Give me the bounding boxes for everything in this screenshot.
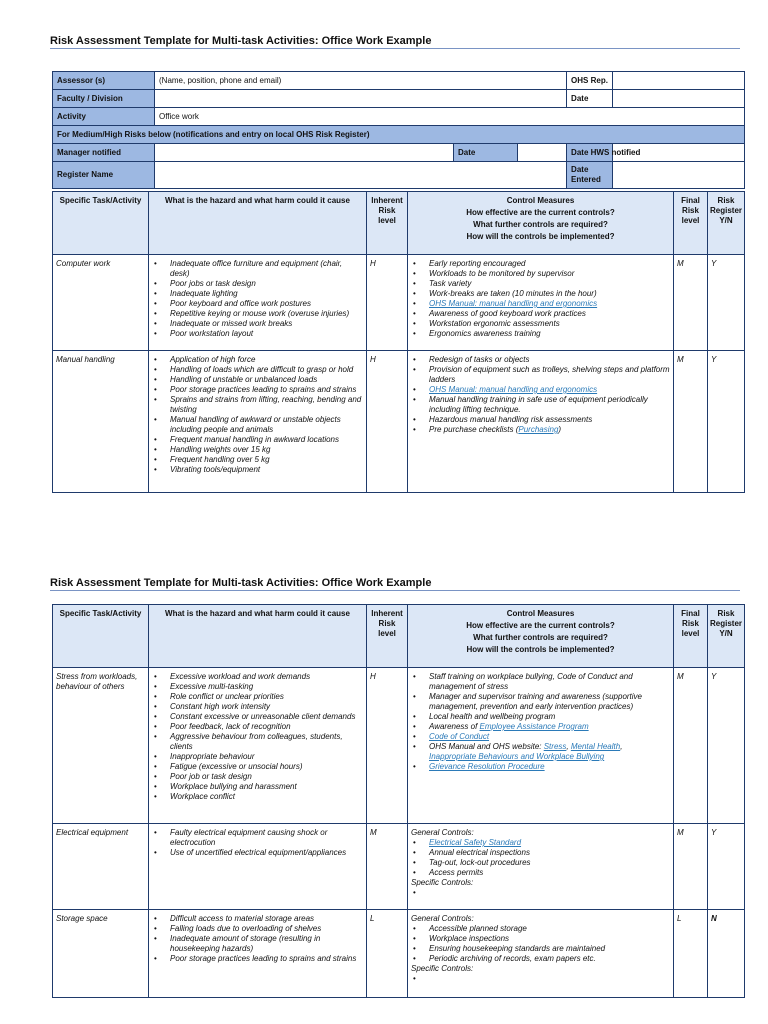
item-text: Awareness of good keyboard work practices (429, 309, 586, 318)
control-link[interactable]: Purchasing (518, 425, 559, 434)
list-item: • Manager and supervisor training and awareness (supportive management, prevention and early intervention practices) (411, 692, 670, 712)
list-item (411, 732, 670, 742)
list-item (411, 888, 670, 898)
list-item: • Poor feedback, lack of recognition (152, 722, 363, 732)
date2-field[interactable] (518, 144, 567, 162)
activity-field[interactable]: Office work (155, 108, 745, 126)
list-item: • Workplace bullying and harassment (152, 782, 363, 792)
list-item: • Annual electrical inspections (411, 848, 670, 858)
list-item: • Poor jobs or task design (152, 279, 363, 289)
header-inherent: Inherent Risk level (367, 605, 408, 668)
list-item (411, 415, 670, 425)
faculty-field[interactable] (155, 90, 567, 108)
list-item: • Workplace conflict (152, 792, 363, 802)
item-text: OHS Manual and OHS website: (429, 742, 544, 751)
item-text: ) (558, 425, 562, 434)
controls-cell (408, 668, 674, 824)
register-cell: Y (708, 824, 745, 910)
control-link[interactable]: OHS Manual: manual handling and ergonomics (429, 385, 598, 394)
list-item: • Poor keyboard and office work postures (152, 299, 363, 309)
list-item (411, 319, 670, 329)
electrical-safety-link[interactable]: Electrical Safety Standard (429, 838, 522, 847)
final-cell: L (674, 910, 708, 998)
list-item: • Inadequate office furniture and equipment (chair, desk) (152, 259, 363, 279)
header-inherent: Inherent Risk level (367, 192, 408, 255)
hazards-cell (149, 351, 367, 493)
header-final: Final Risk level (674, 605, 708, 668)
list-item (411, 722, 670, 732)
register-name-label: Register Name (53, 162, 155, 189)
item-text: Ergonomics awareness training (429, 329, 541, 338)
manager-notified-label: Manager notified (53, 144, 155, 162)
header-controls-1: Control Measures (506, 609, 575, 618)
date-field[interactable] (613, 90, 745, 108)
ohs-rep-label: OHS Rep. (567, 72, 613, 90)
list-item (411, 385, 670, 395)
list-item: • Vibrating tools/equipment (152, 465, 363, 475)
list-item (411, 425, 670, 435)
manager-notified-field[interactable] (155, 144, 454, 162)
mental-health-link[interactable]: Mental Health (570, 742, 621, 751)
list-item: • Tag-out, lock-out procedures (411, 858, 670, 868)
list-item: • Inadequate lighting (152, 289, 363, 299)
list-item (411, 355, 670, 365)
list-item (411, 762, 670, 772)
header-register: Risk Register Y/N (708, 192, 745, 255)
task-cell: Computer work (53, 255, 149, 351)
list-item: • Constant excessive or unreasonable client demands (152, 712, 363, 722)
risk-table-2 (52, 604, 745, 998)
list-item (411, 269, 670, 279)
register-cell: Y (708, 668, 745, 824)
date-entered-field[interactable] (613, 162, 745, 189)
item-text: Workstation ergonomic assessments (429, 319, 560, 328)
item-text: Redesign of tasks or objects (429, 355, 530, 364)
list-item: • Poor storage practices leading to sprains and strains (152, 385, 363, 395)
list-item: • Staff training on workplace bullying, Code of Conduct and management of stress (411, 672, 670, 692)
list-item: • Poor job or task design (152, 772, 363, 782)
header-controls-3: What further controls are required? (473, 220, 608, 229)
list-item: • Sprains and strains from lifting, reaching, bending and twisting (152, 395, 363, 415)
list-item: • Manual handling of awkward or unstable objects including people and animals (152, 415, 363, 435)
list-item (411, 974, 670, 984)
specific-controls-label: Specific Controls: (411, 878, 474, 887)
list-item (411, 289, 670, 299)
stress-link[interactable]: Stress (543, 742, 567, 751)
header-hazard: What is the hazard and what harm could it cause (149, 605, 367, 668)
medium-high-risk-banner: For Medium/High Risks below (notifications and entry on local OHS Risk Register) (53, 126, 745, 144)
register-cell: Y (708, 351, 745, 493)
list-item: • Constant high work intensity (152, 702, 363, 712)
list-item: • Aggressive behaviour from colleagues, students, clients (152, 732, 363, 752)
list-item: • Use of uncertified electrical equipment/appliances (152, 848, 363, 858)
date-entered-label: Date Entered (567, 162, 613, 189)
item-text: Workloads to be monitored by supervisor (429, 269, 575, 278)
list-item: • Local health and wellbeing program (411, 712, 670, 722)
inherent-cell: M (367, 824, 408, 910)
list-item: • Frequent manual handling in awkward locations (152, 435, 363, 445)
general-controls-label: General Controls: (411, 914, 474, 923)
controls-cell (408, 824, 674, 910)
item-text: Task variety (429, 279, 472, 288)
list-item: • Excessive multi-tasking (152, 682, 363, 692)
separator: , (620, 742, 623, 751)
assessment-info-table (52, 71, 745, 189)
grievance-link[interactable]: Grievance Resolution Procedure (429, 762, 545, 771)
header-controls-4: How will the controls be implemented? (466, 645, 615, 654)
section2-title: Risk Assessment Template for Multi-task Activities: Office Work Example (50, 577, 432, 589)
final-cell: M (674, 255, 708, 351)
table-row (53, 351, 745, 493)
list-item: • Frequent handling over 5 kg (152, 455, 363, 465)
item-text: Manual handling training in safe use of equipment periodically including lifting technique. (429, 395, 648, 414)
table-row (53, 910, 745, 998)
hazards-cell (149, 910, 367, 998)
bullying-link[interactable]: Inappropriate Behaviours and Workplace Bullying (429, 752, 605, 761)
list-item: • Fatigue (excessive or unsocial hours) (152, 762, 363, 772)
hws-notified-label: Date HWS notified (567, 144, 613, 162)
list-item: • Accessible planned storage (411, 924, 670, 934)
header-controls-2: How effective are the current controls? (466, 208, 615, 217)
final-cell: M (674, 668, 708, 824)
controls-cell (408, 910, 674, 998)
list-item: • Poor workstation layout (152, 329, 363, 339)
task-cell: Manual handling (53, 351, 149, 493)
list-item: • Inadequate amount of storage (resulting in housekeeping hazards) (152, 934, 363, 954)
list-item: • Excessive workload and work demands (152, 672, 363, 682)
assessor-field[interactable]: (Name, position, phone and email) (155, 72, 567, 90)
list-item (411, 259, 670, 269)
list-item: • Faulty electrical equipment causing shock or electrocution (152, 828, 363, 848)
hazards-cell (149, 668, 367, 824)
specific-controls-label: Specific Controls: (411, 964, 474, 973)
task-cell: Storage space (53, 910, 149, 998)
register-cell: Y (708, 255, 745, 351)
date2-label: Date (454, 144, 518, 162)
list-item (411, 838, 670, 848)
list-item: • Access permits (411, 868, 670, 878)
list-item: • Inappropriate behaviour (152, 752, 363, 762)
risk-table-1 (52, 191, 745, 493)
header-task: Specific Task/Activity (53, 605, 149, 668)
inherent-cell: H (367, 351, 408, 493)
list-item (411, 329, 670, 339)
header-controls-2: How effective are the current controls? (466, 621, 615, 630)
section2-rule (50, 590, 740, 591)
header-task: Specific Task/Activity (53, 192, 149, 255)
section1-title: Risk Assessment Template for Multi-task Activities: Office Work Example (50, 35, 432, 47)
code-of-conduct-link[interactable]: Code of Conduct (429, 732, 490, 741)
separator: , (566, 742, 571, 751)
task-cell: Stress from workloads, behaviour of others (53, 668, 149, 824)
list-item (411, 299, 670, 309)
inherent-cell: H (367, 668, 408, 824)
employee-assistance-link[interactable]: Employee Assistance Program (479, 722, 589, 731)
list-item (411, 395, 670, 415)
inherent-cell: H (367, 255, 408, 351)
list-item (411, 365, 670, 385)
general-controls-label: General Controls: (411, 828, 474, 837)
register-cell: N (708, 910, 745, 998)
final-cell: M (674, 351, 708, 493)
header-hazard: What is the hazard and what harm could it cause (149, 192, 367, 255)
list-item: • Workplace inspections (411, 934, 670, 944)
table-row (53, 824, 745, 910)
item-text: Hazardous manual handling risk assessments (429, 415, 593, 424)
date-label: Date (567, 90, 613, 108)
hazards-cell (149, 255, 367, 351)
list-item: • Difficult access to material storage areas (152, 914, 363, 924)
task-cell: Electrical equipment (53, 824, 149, 910)
table-row (53, 668, 745, 824)
header-controls-4: How will the controls be implemented? (466, 232, 615, 241)
assessor-label: Assessor (s) (53, 72, 155, 90)
list-item: • Ensuring housekeeping standards are maintained (411, 944, 670, 954)
list-item: • Periodic archiving of records, exam papers etc. (411, 954, 670, 964)
list-item (411, 742, 670, 762)
item-text: Pre purchase checklists ( (429, 425, 519, 434)
list-item (411, 279, 670, 289)
list-item: • Poor storage practices leading to sprains and strains (152, 954, 363, 964)
list-item: • Falling loads due to overloading of shelves (152, 924, 363, 934)
register-name-field[interactable] (155, 162, 567, 189)
section1-rule (50, 48, 740, 49)
header-controls (408, 605, 674, 668)
list-item (411, 309, 670, 319)
header-register: Risk Register Y/N (708, 605, 745, 668)
list-item: • Application of high force (152, 355, 363, 365)
ohs-rep-field[interactable] (613, 72, 745, 90)
header-final: Final Risk level (674, 192, 708, 255)
inherent-cell: L (367, 910, 408, 998)
table-row (53, 255, 745, 351)
item-text: Work-breaks are taken (10 minutes in the hour) (429, 289, 597, 298)
list-item: • Role conflict or unclear priorities (152, 692, 363, 702)
list-item: • Inadequate or missed work breaks (152, 319, 363, 329)
list-item: • Handling of unstable or unbalanced loads (152, 375, 363, 385)
item-text: Provision of equipment such as trolleys, shelving steps and platform ladders (429, 365, 670, 384)
controls-cell (408, 255, 674, 351)
faculty-label: Faculty / Division (53, 90, 155, 108)
header-controls-1: Control Measures (506, 196, 575, 205)
final-cell: M (674, 824, 708, 910)
control-link[interactable]: OHS Manual: manual handling and ergonomics (429, 299, 598, 308)
list-item: • Repetitive keying or mouse work (overuse injuries) (152, 309, 363, 319)
controls-cell (408, 351, 674, 493)
hazards-cell (149, 824, 367, 910)
activity-label: Activity (53, 108, 155, 126)
item-text: Awareness of (429, 722, 480, 731)
item-text: Early reporting encouraged (429, 259, 526, 268)
header-controls (408, 192, 674, 255)
header-controls-3: What further controls are required? (473, 633, 608, 642)
list-item: • Handling weights over 15 kg (152, 445, 363, 455)
list-item: • Handling of loads which are difficult to grasp or hold (152, 365, 363, 375)
